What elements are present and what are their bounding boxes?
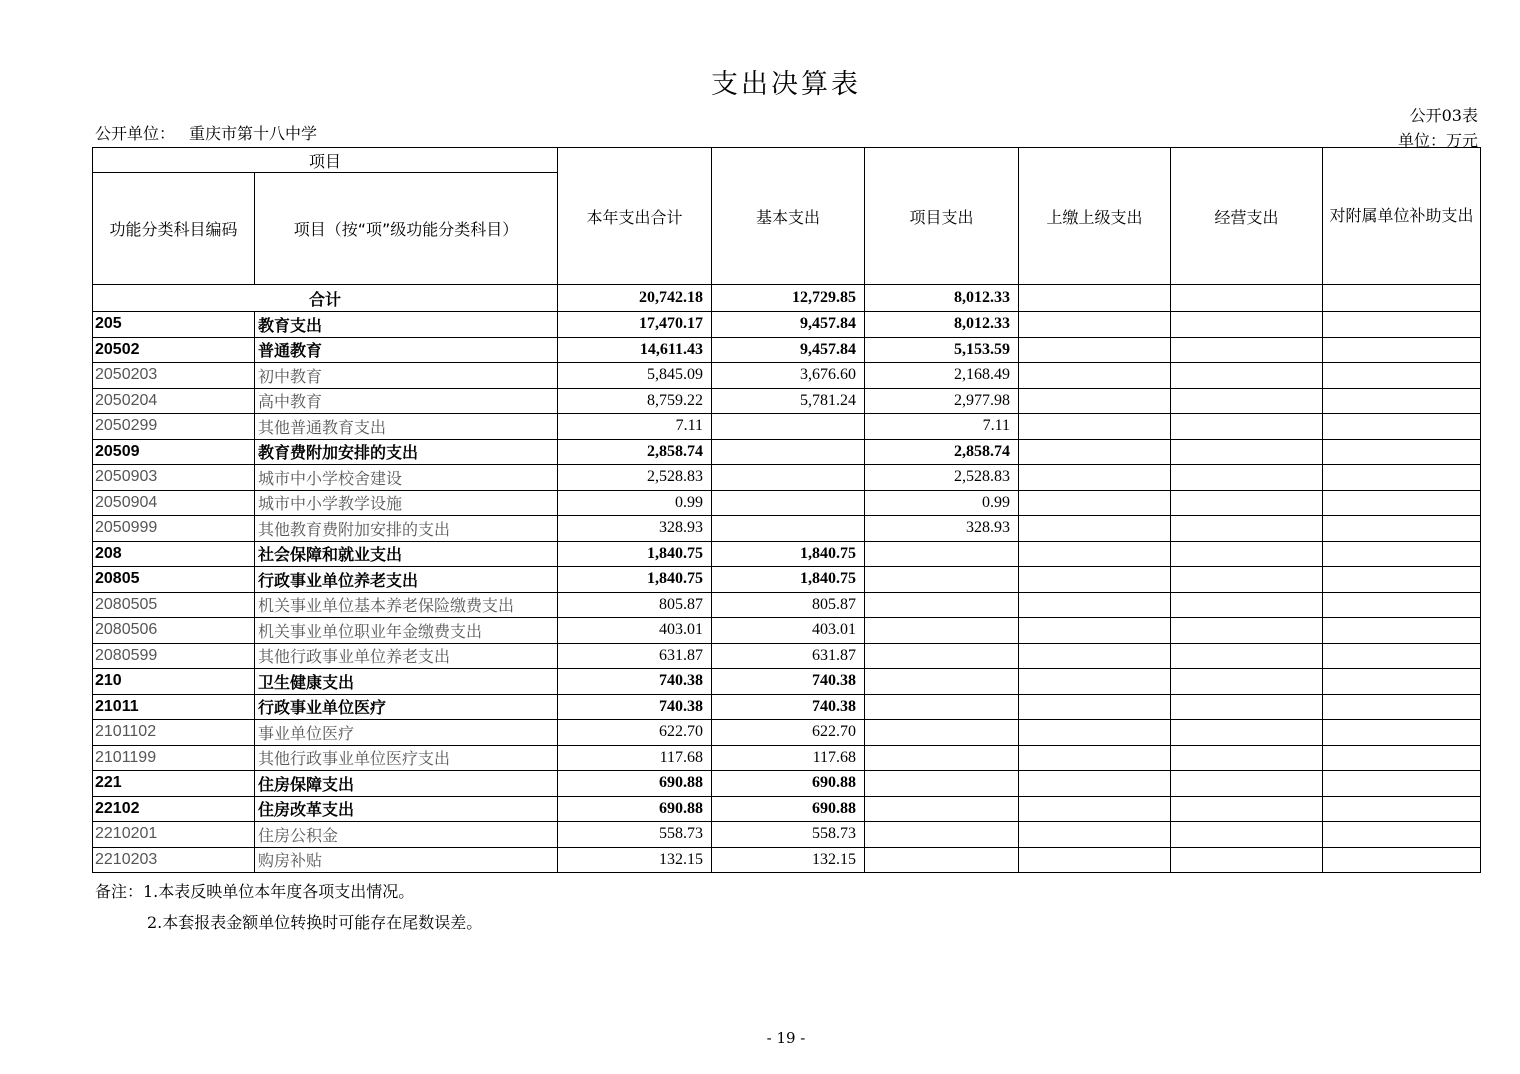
total-subsidy [1323,285,1481,312]
row-name: 教育费附加安排的支出 [255,439,558,465]
row-code: 2080599 [93,643,255,669]
total-business [1171,285,1323,312]
row-basic [712,490,865,516]
row-total: 0.99 [558,490,712,516]
row-total: 1,840.75 [558,541,712,567]
row-subsidy [1323,363,1481,389]
row-subsidy [1323,337,1481,363]
row-subsidy [1323,694,1481,720]
row-total: 558.73 [558,822,712,848]
row-code: 208 [93,541,255,567]
total-project: 8,012.33 [865,285,1019,312]
row-name: 机关事业单位基本养老保险缴费支出 [255,592,558,618]
row-basic: 1,840.75 [712,567,865,593]
header-total: 本年支出合计 [558,148,712,285]
header-subsidy: 对附属单位补助支出 [1323,148,1481,285]
row-upper [1019,592,1171,618]
row-subsidy [1323,465,1481,491]
row-code: 20805 [93,567,255,593]
row-project [865,541,1019,567]
row-project [865,618,1019,644]
row-upper [1019,388,1171,414]
row-name: 其他教育费附加安排的支出 [255,516,558,542]
row-code: 205 [93,312,255,338]
row-upper [1019,796,1171,822]
row-business [1171,847,1323,873]
row-basic: 403.01 [712,618,865,644]
row-business [1171,337,1323,363]
row-business [1171,669,1323,695]
row-name: 社会保障和就业支出 [255,541,558,567]
row-subsidy [1323,439,1481,465]
row-name: 机关事业单位职业年金缴费支出 [255,618,558,644]
row-subsidy [1323,414,1481,440]
row-subsidy [1323,490,1481,516]
row-total: 8,759.22 [558,388,712,414]
row-subsidy [1323,771,1481,797]
row-code: 2080506 [93,618,255,644]
document-title: 支出决算表 [711,69,861,100]
row-business [1171,516,1323,542]
row-basic: 9,457.84 [712,337,865,363]
row-project: 328.93 [865,516,1019,542]
unit-label: 公开单位： [95,124,176,143]
row-total: 631.87 [558,643,712,669]
row-business [1171,618,1323,644]
row-basic: 805.87 [712,592,865,618]
row-upper [1019,312,1171,338]
row-total: 5,845.09 [558,363,712,389]
table-row [93,388,1481,414]
table-row [93,796,1481,822]
row-basic [712,414,865,440]
row-name: 行政事业单位医疗 [255,694,558,720]
row-subsidy [1323,618,1481,644]
row-upper [1019,363,1171,389]
row-project [865,643,1019,669]
row-name: 事业单位医疗 [255,720,558,746]
row-total: 17,470.17 [558,312,712,338]
row-project [865,745,1019,771]
row-business [1171,720,1323,746]
row-upper [1019,822,1171,848]
row-project: 8,012.33 [865,312,1019,338]
row-total: 403.01 [558,618,712,644]
total-upper [1019,285,1171,312]
row-code: 20509 [93,439,255,465]
row-code: 20502 [93,337,255,363]
row-name: 教育支出 [255,312,558,338]
row-business [1171,541,1323,567]
reporting-unit [95,121,317,144]
row-business [1171,796,1323,822]
row-basic: 117.68 [712,745,865,771]
header-code: 功能分类科目编码 [93,173,255,285]
row-subsidy [1323,388,1481,414]
row-upper [1019,567,1171,593]
row-code: 2210203 [93,847,255,873]
row-subsidy [1323,592,1481,618]
row-upper [1019,618,1171,644]
page-number: - 19 - [766,1029,806,1047]
header-business: 经营支出 [1171,148,1323,285]
total-label: 合计 [93,285,558,312]
row-total: 14,611.43 [558,337,712,363]
row-name: 住房公积金 [255,822,558,848]
table-row [93,745,1481,771]
row-upper [1019,643,1171,669]
row-total: 117.68 [558,745,712,771]
row-total: 805.87 [558,592,712,618]
table-row [93,771,1481,797]
row-code: 21011 [93,694,255,720]
row-business [1171,771,1323,797]
table-row [93,669,1481,695]
row-name: 住房改革支出 [255,796,558,822]
row-basic: 622.70 [712,720,865,746]
notes [95,876,482,938]
row-business [1171,490,1323,516]
row-project [865,592,1019,618]
row-subsidy [1323,643,1481,669]
table-row [93,337,1481,363]
row-name: 高中教育 [255,388,558,414]
row-code: 2050999 [93,516,255,542]
row-code: 2080505 [93,592,255,618]
table-row [93,720,1481,746]
row-basic: 690.88 [712,771,865,797]
currency-unit: 单位：万元 [1397,131,1478,150]
table-row [93,363,1481,389]
row-name: 城市中小学校舍建设 [255,465,558,491]
row-total: 622.70 [558,720,712,746]
row-business [1171,567,1323,593]
table-row [93,643,1481,669]
row-project [865,669,1019,695]
row-total: 7.11 [558,414,712,440]
expenditure-table [92,147,1481,873]
unit-name: 重庆市第十八中学 [189,124,318,143]
row-upper [1019,669,1171,695]
row-basic: 9,457.84 [712,312,865,338]
row-name: 行政事业单位养老支出 [255,567,558,593]
row-project [865,694,1019,720]
row-subsidy [1323,541,1481,567]
row-subsidy [1323,745,1481,771]
row-subsidy [1323,720,1481,746]
table-row [93,490,1481,516]
row-name: 购房补贴 [255,847,558,873]
row-basic: 5,781.24 [712,388,865,414]
row-business [1171,694,1323,720]
table-row [93,465,1481,491]
row-code: 2050204 [93,388,255,414]
row-subsidy [1323,847,1481,873]
row-code: 221 [93,771,255,797]
row-business [1171,643,1323,669]
row-business [1171,745,1323,771]
row-basic: 631.87 [712,643,865,669]
header-name: 项目（按“项”级功能分类科目） [255,173,558,285]
header-item: 项目 [93,148,558,173]
row-basic [712,465,865,491]
row-project: 0.99 [865,490,1019,516]
row-upper [1019,847,1171,873]
row-name: 其他行政事业单位医疗支出 [255,745,558,771]
row-total: 2,858.74 [558,439,712,465]
row-project: 5,153.59 [865,337,1019,363]
row-upper [1019,490,1171,516]
row-business [1171,592,1323,618]
row-project [865,771,1019,797]
row-business [1171,822,1323,848]
row-code: 2101102 [93,720,255,746]
row-project [865,720,1019,746]
row-basic: 3,676.60 [712,363,865,389]
row-upper [1019,439,1171,465]
row-business [1171,388,1323,414]
header-upper: 上缴上级支出 [1019,148,1171,285]
table-row [93,567,1481,593]
row-business [1171,414,1323,440]
table-row [93,312,1481,338]
row-project [865,567,1019,593]
row-upper [1019,694,1171,720]
row-basic [712,516,865,542]
row-subsidy [1323,312,1481,338]
row-business [1171,465,1323,491]
row-total: 328.93 [558,516,712,542]
form-number: 公开03表 [1409,106,1478,125]
row-total: 690.88 [558,796,712,822]
row-name: 普通教育 [255,337,558,363]
header-basic: 基本支出 [712,148,865,285]
row-code: 2101199 [93,745,255,771]
row-code: 22102 [93,796,255,822]
row-code: 2050203 [93,363,255,389]
header-project: 项目支出 [865,148,1019,285]
row-name: 其他普通教育支出 [255,414,558,440]
row-upper [1019,541,1171,567]
row-code: 2210201 [93,822,255,848]
table-row [93,439,1481,465]
row-upper [1019,516,1171,542]
row-upper [1019,745,1171,771]
row-project: 2,528.83 [865,465,1019,491]
row-code: 210 [93,669,255,695]
row-project: 2,168.49 [865,363,1019,389]
table-row [93,414,1481,440]
row-total: 2,528.83 [558,465,712,491]
row-project [865,796,1019,822]
row-upper [1019,465,1171,491]
total-basic: 12,729.85 [712,285,865,312]
row-total: 690.88 [558,771,712,797]
table-row [93,847,1481,873]
row-subsidy [1323,567,1481,593]
row-upper [1019,337,1171,363]
row-project [865,822,1019,848]
row-project: 2,858.74 [865,439,1019,465]
row-project: 2,977.98 [865,388,1019,414]
row-total: 132.15 [558,847,712,873]
row-basic: 1,840.75 [712,541,865,567]
row-business [1171,439,1323,465]
row-basic: 740.38 [712,694,865,720]
row-total: 740.38 [558,669,712,695]
row-name: 城市中小学教学设施 [255,490,558,516]
table-body [93,285,1481,873]
row-subsidy [1323,516,1481,542]
row-code: 2050903 [93,465,255,491]
row-basic: 558.73 [712,822,865,848]
row-total: 740.38 [558,694,712,720]
table-row [93,592,1481,618]
row-project: 7.11 [865,414,1019,440]
note-1: 备注：1.本表反映单位本年度各项支出情况。 [95,882,415,901]
row-basic: 690.88 [712,796,865,822]
row-upper [1019,720,1171,746]
total-total: 20,742.18 [558,285,712,312]
row-subsidy [1323,822,1481,848]
row-basic: 132.15 [712,847,865,873]
table-row [93,541,1481,567]
row-project [865,847,1019,873]
row-business [1171,312,1323,338]
row-code: 2050904 [93,490,255,516]
row-total: 1,840.75 [558,567,712,593]
note-2: 2.本套报表金额单位转换时可能存在尾数误差。 [147,913,483,932]
row-basic [712,439,865,465]
row-basic: 740.38 [712,669,865,695]
row-code: 2050299 [93,414,255,440]
row-name: 其他行政事业单位养老支出 [255,643,558,669]
row-name: 住房保障支出 [255,771,558,797]
table-row [93,822,1481,848]
row-upper [1019,414,1171,440]
row-name: 卫生健康支出 [255,669,558,695]
table-row [93,516,1481,542]
table-row [93,618,1481,644]
row-name: 初中教育 [255,363,558,389]
row-subsidy [1323,796,1481,822]
row-subsidy [1323,669,1481,695]
row-upper [1019,771,1171,797]
row-business [1171,363,1323,389]
table-row [93,694,1481,720]
total-row [93,285,1481,312]
